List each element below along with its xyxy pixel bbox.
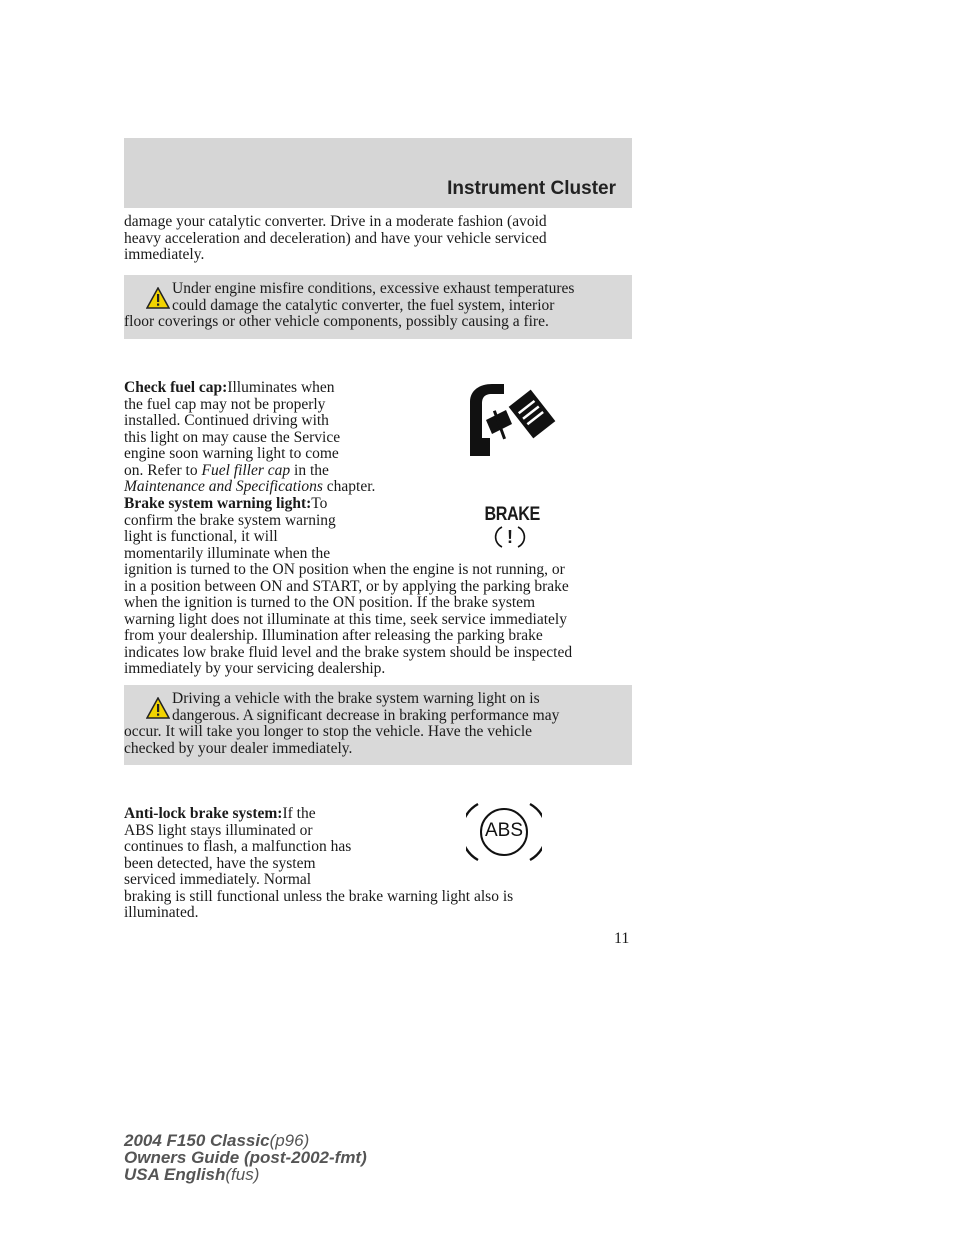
warning-text-line2: dangerous. A significant decrease in braking performance may xyxy=(172,706,560,724)
maintenance-chapter-reference: Maintenance and Specifications xyxy=(124,478,323,495)
abs-paragraph: Anti-lock brake system:If the ABS light stays illuminated or continues to flash, a malfunction has been detected, have the system serviced immediately. Normal braking is still functional unless the brake warning light also is illuminated. xyxy=(124,805,514,921)
document-footer: 2004 F150 Classic(p96) Owners Guide (post-2002-fmt) USA English(fus) xyxy=(124,1131,367,1184)
warning-text-line3: occur. It will take you longer to stop the vehicle. Have the vehicle xyxy=(124,723,533,740)
abs-warning-icon xyxy=(466,800,542,864)
warning-text-line1: Driving a vehicle with the brake system warning light on is xyxy=(172,690,540,707)
warning-box-misfire xyxy=(124,275,632,339)
warning-text-line1: Under engine misfire conditions, excessive exhaust temperatures xyxy=(172,280,575,297)
brake-exclamation-mark: ! xyxy=(507,527,513,547)
fuel-cap-icon xyxy=(466,380,562,458)
fuel-cap-heading: Check fuel cap: xyxy=(124,379,228,396)
brake-icon-label: BRAKE xyxy=(484,504,540,525)
intro-paragraph: damage your catalytic converter. Drive in a moderate fashion (avoid heavy acceleration and deceleration) and have your vehicle serviced immediately. xyxy=(124,213,547,263)
brake-heading: Brake system warning light: xyxy=(124,495,312,512)
warning-text-line2: could damage the catalytic converter, the fuel system, interior xyxy=(172,296,555,314)
brake-paragraph: Brake system warning light:To confirm the brake system warning light is functional, it will momentarily illuminate when the ignition is turned to the ON position when the engine is not running, or in a position between ON and START, or by applying the parking brake when the ignition is turned to the ON position. If the brake system warning light does not illuminate at this time, seek service immediately from your dealership. Illumination after releasing the parking brake indicates low brake fluid level and the brake system should be inspected immediately by your servicing dealership. xyxy=(124,495,573,677)
abs-icon-label: ABS xyxy=(484,820,524,841)
warning-triangle-icon xyxy=(146,697,170,719)
warning-triangle-icon xyxy=(146,287,170,309)
warning-text-line3: floor coverings or other vehicle components, possibly causing a fire. xyxy=(124,313,549,330)
header-band xyxy=(124,138,632,208)
warning-box-brake xyxy=(124,685,632,765)
warning-text-line4: checked by your dealer immediately. xyxy=(124,739,353,757)
page-number: 11 xyxy=(614,930,630,947)
fuel-cap-paragraph: Check fuel cap:Illuminates when the fuel cap may not be properly installed. Continued driving with this light on may cause the Service engine soon warning light to come on. Refer to Fuel filler cap in the Maintenance and Specifications chapter. xyxy=(124,379,376,495)
fuel-filler-cap-reference: Fuel filler cap xyxy=(201,461,291,479)
section-title: Instrument Cluster xyxy=(447,178,616,199)
abs-heading: Anti-lock brake system: xyxy=(124,805,283,822)
brake-warning-icon xyxy=(480,505,540,551)
